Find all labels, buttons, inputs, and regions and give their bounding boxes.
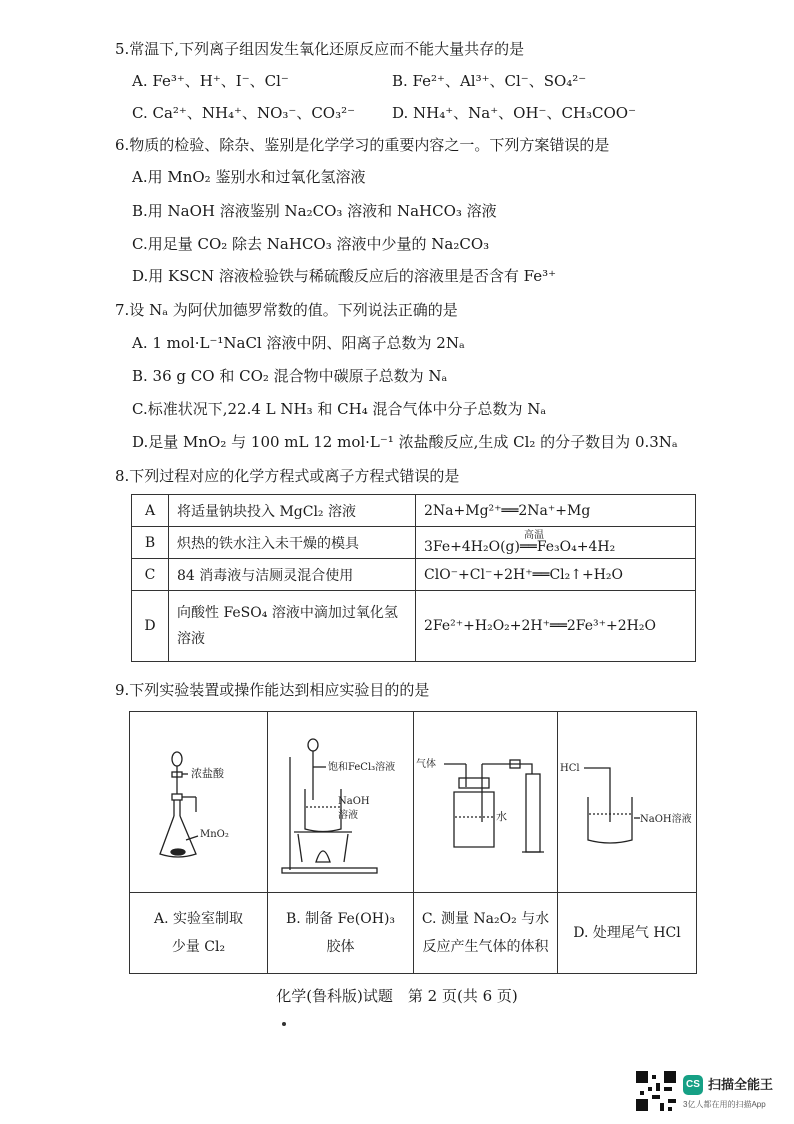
caption-c-line2: 反应产生气体的体积 [422, 939, 549, 955]
caption-c-line1: C. 测量 Na₂O₂ 与水 [421, 911, 550, 927]
q8-row-desc: 84 消毒液与洁厕灵混合使用 [169, 559, 416, 591]
q5-option-b: B. Fe²⁺、Al³⁺、Cl⁻、SO₄²⁻ [392, 72, 587, 90]
caption-c [414, 893, 558, 974]
q8-row-label: D [132, 591, 169, 662]
q8-row-a [132, 495, 696, 527]
q6-stem: 6.物质的检验、除杂、鉴别是化学学习的重要内容之一。下列方案错误的是 [115, 136, 610, 154]
q9-stem: 9.下列实验装置或操作能达到相应实验目的的是 [115, 681, 430, 699]
q8-row-b [132, 527, 696, 559]
figure-a-label-acid: 浓盐酸 [191, 767, 224, 780]
q8-table [131, 494, 696, 662]
q8-row-desc: 向酸性 FeSO₄ 溶液中滴加过氧化氢溶液 [169, 591, 416, 662]
figure-b-label-naoh: NaOH [338, 796, 370, 807]
q8-row-equation-cell [416, 527, 696, 559]
caption-d [558, 893, 697, 974]
camscanner-name: 扫描全能王 [708, 1077, 774, 1092]
caption-b-line1: B. 制备 Fe(OH)₃ [285, 911, 396, 927]
figure-b-label-fecl3: 饱和FeCl₃溶液 [328, 762, 396, 773]
q8-row-desc: 将适量钠块投入 MgCl₂ 溶液 [169, 495, 416, 527]
figure-c-gas-measure-apparatus [414, 712, 557, 888]
q7-option-b: B. 36 g CO 和 CO₂ 混合物中碳原子总数为 Nₐ [132, 367, 448, 385]
caption-a [130, 893, 268, 974]
q9-table [129, 711, 697, 974]
qr-code-icon [636, 1071, 676, 1111]
figure-a-flask-apparatus [130, 712, 267, 888]
figure-a-cell [130, 712, 268, 893]
q8-row-equation: 2Fe²⁺+H₂O₂+2H⁺══2Fe³⁺+2H₂O [416, 591, 696, 662]
q8-row-label: C [132, 559, 169, 591]
q8-row-desc: 炽热的铁水注入未干燥的模具 [169, 527, 416, 559]
figure-b-label-solution: 溶液 [338, 810, 358, 821]
q6-option-b: B.用 NaOH 溶液鉴别 Na₂CO₃ 溶液和 NaHCO₃ 溶液 [132, 202, 497, 220]
q6-option-d: D.用 KSCN 溶液检验铁与稀硫酸反应后的溶液里是否含有 Fe³⁺ [132, 267, 557, 285]
caption-d-line1: D. 处理尾气 HCl [573, 925, 681, 941]
q8-stem: 8.下列过程对应的化学方程式或离子方程式错误的是 [115, 467, 460, 485]
caption-a-line1: A. 实验室制取 [153, 911, 243, 927]
figure-c-label-water: 水 [496, 810, 507, 823]
q8-row-c [132, 559, 696, 591]
stray-dot [282, 1022, 286, 1026]
q8-row-equation: 2Na+Mg²⁺══2Na⁺+Mg [416, 495, 696, 527]
q6-option-a: A.用 MnO₂ 鉴别水和过氧化氢溶液 [132, 168, 366, 186]
camscanner-tagline: 3亿人都在用的扫描App [683, 1100, 766, 1109]
camscanner-logo-icon: CS [683, 1075, 703, 1095]
q7-option-a: A. 1 mol·L⁻¹NaCl 溶液中阴、阳离子总数为 2Nₐ [132, 334, 465, 352]
q7-stem: 7.设 Nₐ 为阿伏加德罗常数的值。下列说法正确的是 [115, 301, 458, 319]
q8-row-label: A [132, 495, 169, 527]
figure-a-label-mno2: MnO₂ [200, 829, 229, 840]
q5-stem: 5.常温下,下列离子组因发生氧化还原反应而不能大量共存的是 [115, 40, 525, 58]
figure-b-heating-apparatus [268, 712, 413, 888]
figure-b-cell [268, 712, 414, 893]
q8-row-label: B [132, 527, 169, 559]
q5-option-c: C. Ca²⁺、NH₄⁺、NO₃⁻、CO₃²⁻ [132, 104, 356, 122]
q7-option-c: C.标准状况下,22.4 L NH₃ 和 CH₄ 混合气体中分子总数为 Nₐ [132, 400, 547, 418]
figure-d-label-hcl: HCl [560, 763, 580, 774]
q5-option-a: A. Fe³⁺、H⁺、I⁻、Cl⁻ [132, 72, 289, 90]
caption-b-line2: 胶体 [326, 939, 355, 955]
page-footer: 化学(鲁科版)试题 第 2 页(共 6 页) [276, 987, 518, 1005]
figure-c-label-gas: 气体 [416, 759, 436, 770]
q5-option-d: D. NH₄⁺、Na⁺、OH⁻、CH₃COO⁻ [392, 104, 637, 122]
q8-row-equation: 3Fe+4H₂O(g)══Fe₃O₄+4H₂ [424, 538, 616, 555]
caption-b [268, 893, 414, 974]
reaction-condition: 高温 [524, 530, 544, 541]
figure-c-cell [414, 712, 558, 893]
figure-d-absorb-apparatus [558, 712, 696, 888]
caption-a-line2: 少量 Cl₂ [171, 939, 226, 955]
q8-row-d [132, 591, 696, 662]
q6-option-c: C.用足量 CO₂ 除去 NaHCO₃ 溶液中少量的 Na₂CO₃ [132, 235, 490, 253]
figure-d-label-naoh: NaOH溶液 [640, 814, 692, 825]
figure-d-cell [558, 712, 697, 893]
q8-row-equation: ClO⁻+Cl⁻+2H⁺══Cl₂↑+H₂O [416, 559, 696, 591]
q7-option-d: D.足量 MnO₂ 与 100 mL 12 mol·L⁻¹ 浓盐酸反应,生成 Cl₂ 的分子数目为 0.3Nₐ [132, 433, 678, 451]
